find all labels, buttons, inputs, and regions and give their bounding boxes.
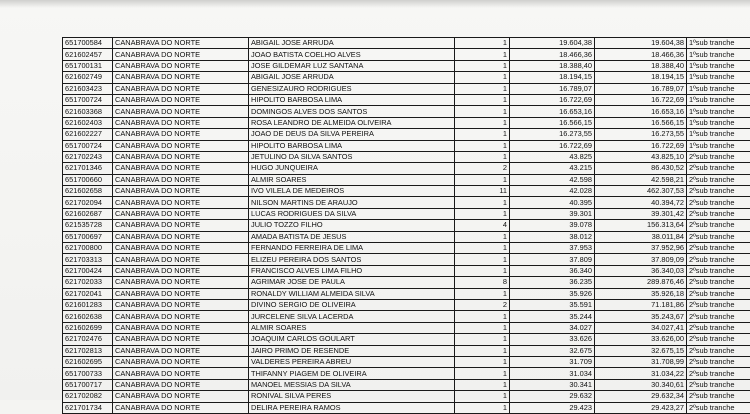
row-city: CANABRAVA DO NORTE [113, 243, 249, 254]
row-name: ROSA LEANDRO DE ALMEIDA OLIVEIRA [249, 117, 455, 128]
row-code: 621702033 [63, 277, 113, 288]
row-total-value: 31.708,99 [595, 356, 687, 367]
row-tranche: 2ºsub tranche [687, 356, 750, 367]
row-city: CANABRAVA DO NORTE [113, 345, 249, 356]
row-city: CANABRAVA DO NORTE [113, 117, 249, 128]
row-quantity: 1 [455, 83, 510, 94]
row-unit-value: 42.598 [510, 174, 595, 185]
row-name: HIPOLITO BARBOSA LIMA [249, 140, 455, 151]
row-unit-value: 39.078 [510, 220, 595, 231]
row-tranche: 1ºsub tranche [687, 94, 750, 105]
row-unit-value: 30.341 [510, 379, 595, 390]
row-tranche: 1ºsub tranche [687, 49, 750, 60]
row-city: CANABRAVA DO NORTE [113, 38, 249, 49]
row-unit-value: 40.395 [510, 197, 595, 208]
table-row [63, 83, 750, 94]
table-row [63, 94, 750, 105]
row-name: VALDERES PEREIRA ABREU [249, 356, 455, 367]
row-total-value: 39.301,42 [595, 208, 687, 219]
row-total-value: 35.926,18 [595, 288, 687, 299]
row-quantity: 1 [455, 379, 510, 390]
row-code: 621703313 [63, 254, 113, 265]
row-unit-value: 29.632 [510, 391, 595, 402]
row-city: CANABRAVA DO NORTE [113, 311, 249, 322]
row-unit-value: 16.722,69 [510, 140, 595, 151]
row-code: 621535728 [63, 220, 113, 231]
row-code: 621700424 [63, 265, 113, 276]
row-quantity: 1 [455, 60, 510, 71]
table-row [63, 265, 750, 276]
row-code: 621702082 [63, 391, 113, 402]
row-quantity: 1 [455, 391, 510, 402]
row-code: 651700697 [63, 231, 113, 242]
row-code: 621602749 [63, 72, 113, 83]
table-row [63, 311, 750, 322]
table-row [63, 151, 750, 162]
table-row [63, 49, 750, 60]
row-name: HUGO JUNQUEIRA [249, 163, 455, 174]
row-tranche: 2ºsub tranche [687, 311, 750, 322]
row-city: CANABRAVA DO NORTE [113, 277, 249, 288]
row-total-value: 16.273,55 [595, 129, 687, 140]
row-total-value: 32.675,15 [595, 345, 687, 356]
row-city: CANABRAVA DO NORTE [113, 379, 249, 390]
row-city: CANABRAVA DO NORTE [113, 402, 249, 413]
row-city: CANABRAVA DO NORTE [113, 356, 249, 367]
row-name: DIVINO SERGIO DE OLIVEIRA [249, 299, 455, 310]
row-unit-value: 18.466,36 [510, 49, 595, 60]
row-total-value: 18.466,36 [595, 49, 687, 60]
row-city: CANABRAVA DO NORTE [113, 186, 249, 197]
row-code: 621602658 [63, 186, 113, 197]
row-name: ALMIR SOARES [249, 322, 455, 333]
row-code: 621602699 [63, 322, 113, 333]
table-row [63, 402, 750, 413]
table-row [63, 277, 750, 288]
row-city: CANABRAVA DO NORTE [113, 265, 249, 276]
row-tranche: 1ºsub tranche [687, 38, 750, 49]
row-quantity: 1 [455, 356, 510, 367]
row-tranche: 2ºsub tranche [687, 208, 750, 219]
row-city: CANABRAVA DO NORTE [113, 174, 249, 185]
row-quantity: 1 [455, 197, 510, 208]
row-code: 621602403 [63, 117, 113, 128]
table-row [63, 208, 750, 219]
row-total-value: 19.604,38 [595, 38, 687, 49]
row-tranche: 2ºsub tranche [687, 277, 750, 288]
row-quantity: 1 [455, 345, 510, 356]
row-tranche: 2ºsub tranche [687, 345, 750, 356]
row-tranche: 2ºsub tranche [687, 174, 750, 185]
row-code: 621701346 [63, 163, 113, 174]
row-city: CANABRAVA DO NORTE [113, 49, 249, 60]
table-row [63, 243, 750, 254]
row-code: 621603368 [63, 106, 113, 117]
row-city: CANABRAVA DO NORTE [113, 208, 249, 219]
row-tranche: 2ºsub tranche [687, 322, 750, 333]
row-quantity: 1 [455, 117, 510, 128]
row-code: 621602695 [63, 356, 113, 367]
row-tranche: 2ºsub tranche [687, 299, 750, 310]
row-city: CANABRAVA DO NORTE [113, 197, 249, 208]
row-total-value: 40.394,72 [595, 197, 687, 208]
row-total-value: 38.011,84 [595, 231, 687, 242]
row-unit-value: 42.028 [510, 186, 595, 197]
row-name: ELIZEU PEREIRA DOS SANTOS [249, 254, 455, 265]
row-name: HIPOLITO BARBOSA LIMA [249, 94, 455, 105]
row-quantity: 4 [455, 220, 510, 231]
row-name: AGRIMAR JOSE DE PAULA [249, 277, 455, 288]
table-row [63, 391, 750, 402]
row-quantity: 2 [455, 163, 510, 174]
row-city: CANABRAVA DO NORTE [113, 163, 249, 174]
row-tranche: 2ºsub tranche [687, 334, 750, 345]
row-unit-value: 43.215 [510, 163, 595, 174]
row-name: THIFANNY PIAGEM DE OLIVEIRA [249, 368, 455, 379]
table-row [63, 379, 750, 390]
row-tranche: 1ºsub tranche [687, 140, 750, 151]
row-unit-value: 37.809 [510, 254, 595, 265]
row-quantity: 1 [455, 254, 510, 265]
row-total-value: 16.653,16 [595, 106, 687, 117]
table-row [63, 322, 750, 333]
row-total-value: 30.340,61 [595, 379, 687, 390]
row-city: CANABRAVA DO NORTE [113, 72, 249, 83]
row-unit-value: 36.235 [510, 277, 595, 288]
row-name: JAIRO PRIMO DE RESENDE [249, 345, 455, 356]
row-quantity: 1 [455, 94, 510, 105]
table-row [63, 345, 750, 356]
row-quantity: 1 [455, 265, 510, 276]
row-total-value: 18.194,15 [595, 72, 687, 83]
row-unit-value: 35.591 [510, 299, 595, 310]
row-quantity: 8 [455, 277, 510, 288]
row-tranche: 2ºsub tranche [687, 231, 750, 242]
row-unit-value: 29.423 [510, 402, 595, 413]
row-name: JURCELENE SILVA LACERDA [249, 311, 455, 322]
row-code: 621601283 [63, 299, 113, 310]
row-name: ABIGAIL JOSE ARRUDA [249, 72, 455, 83]
row-city: CANABRAVA DO NORTE [113, 151, 249, 162]
row-tranche: 2ºsub tranche [687, 402, 750, 413]
row-name: RONALDY WILLIAM ALMEIDA SILVA [249, 288, 455, 299]
row-unit-value: 31.709 [510, 356, 595, 367]
row-city: CANABRAVA DO NORTE [113, 60, 249, 71]
row-quantity: 1 [455, 288, 510, 299]
row-name: FERNANDO FERREIRA DE LIMA [249, 243, 455, 254]
row-total-value: 71.181,86 [595, 299, 687, 310]
row-quantity: 1 [455, 231, 510, 242]
row-unit-value: 43.825 [510, 151, 595, 162]
table-row [63, 163, 750, 174]
row-code: 651700131 [63, 60, 113, 71]
row-city: CANABRAVA DO NORTE [113, 83, 249, 94]
row-tranche: 2ºsub tranche [687, 151, 750, 162]
row-name: LUCAS RODRIGUES DA SILVA [249, 208, 455, 219]
row-name: FRANCISCO ALVES LIMA FILHO [249, 265, 455, 276]
row-tranche: 1ºsub tranche [687, 83, 750, 94]
table-row [63, 368, 750, 379]
row-quantity: 1 [455, 151, 510, 162]
row-unit-value: 18.194,15 [510, 72, 595, 83]
row-tranche: 2ºsub tranche [687, 368, 750, 379]
row-quantity: 1 [455, 38, 510, 49]
row-unit-value: 16.653,16 [510, 106, 595, 117]
table-row [63, 174, 750, 185]
row-quantity: 1 [455, 140, 510, 151]
row-code: 621700800 [63, 243, 113, 254]
row-unit-value: 32.675 [510, 345, 595, 356]
row-quantity: 1 [455, 243, 510, 254]
row-total-value: 34.027,41 [595, 322, 687, 333]
row-tranche: 2ºsub tranche [687, 220, 750, 231]
table-body [63, 38, 750, 414]
row-unit-value: 39.301 [510, 208, 595, 219]
row-code: 651700724 [63, 94, 113, 105]
row-tranche: 2ºsub tranche [687, 254, 750, 265]
row-unit-value: 38.012 [510, 231, 595, 242]
row-tranche: 1ºsub tranche [687, 117, 750, 128]
row-unit-value: 37.953 [510, 243, 595, 254]
table-row [63, 299, 750, 310]
row-quantity: 1 [455, 402, 510, 413]
row-unit-value: 36.340 [510, 265, 595, 276]
row-code: 621701734 [63, 402, 113, 413]
row-city: CANABRAVA DO NORTE [113, 391, 249, 402]
row-name: IVO VILELA DE MEDEIROS [249, 186, 455, 197]
row-code: 621702041 [63, 288, 113, 299]
row-name: JETULINO DA SILVA SANTOS [249, 151, 455, 162]
row-code: 621602638 [63, 311, 113, 322]
table-row [63, 72, 750, 83]
row-name: ALMIR SOARES [249, 174, 455, 185]
row-tranche: 1ºsub tranche [687, 60, 750, 71]
row-name: JULIO TOZZO FILHO [249, 220, 455, 231]
row-city: CANABRAVA DO NORTE [113, 368, 249, 379]
row-quantity: 1 [455, 106, 510, 117]
row-tranche: 1ºsub tranche [687, 106, 750, 117]
row-unit-value: 33.626 [510, 334, 595, 345]
table-row [63, 117, 750, 128]
row-city: CANABRAVA DO NORTE [113, 94, 249, 105]
row-code: 621603423 [63, 83, 113, 94]
row-total-value: 43.825,10 [595, 151, 687, 162]
row-unit-value: 16.273,55 [510, 129, 595, 140]
row-total-value: 16.722,69 [595, 94, 687, 105]
row-total-value: 37.952,96 [595, 243, 687, 254]
row-city: CANABRAVA DO NORTE [113, 299, 249, 310]
table-row [63, 220, 750, 231]
row-quantity: 11 [455, 186, 510, 197]
table-row [63, 288, 750, 299]
row-quantity: 1 [455, 322, 510, 333]
row-unit-value: 19.604,38 [510, 38, 595, 49]
row-total-value: 16.566,15 [595, 117, 687, 128]
row-tranche: 1ºsub tranche [687, 72, 750, 83]
row-quantity: 1 [455, 311, 510, 322]
row-name: RONIVAL SILVA PERES [249, 391, 455, 402]
table-row [63, 186, 750, 197]
row-code: 651700717 [63, 379, 113, 390]
row-unit-value: 16.722,69 [510, 94, 595, 105]
table-row [63, 60, 750, 71]
row-code: 651700733 [63, 368, 113, 379]
row-total-value: 16.722,69 [595, 140, 687, 151]
table-row [63, 140, 750, 151]
row-code: 621702094 [63, 197, 113, 208]
row-unit-value: 16.566,15 [510, 117, 595, 128]
row-name: JOSE GILDEMAR LUZ SANTANA [249, 60, 455, 71]
row-tranche: 2ºsub tranche [687, 391, 750, 402]
row-tranche: 1ºsub tranche [687, 129, 750, 140]
row-total-value: 31.034,22 [595, 368, 687, 379]
row-quantity: 1 [455, 49, 510, 60]
row-city: CANABRAVA DO NORTE [113, 129, 249, 140]
row-tranche: 2ºsub tranche [687, 379, 750, 390]
table-row [63, 129, 750, 140]
row-name: NILSON MARTINS DE ARAUJO [249, 197, 455, 208]
row-total-value: 37.809,09 [595, 254, 687, 265]
row-code: 621602227 [63, 129, 113, 140]
row-total-value: 16.789,07 [595, 83, 687, 94]
row-quantity: 1 [455, 368, 510, 379]
row-name: MANOEL MESSIAS DA SILVA [249, 379, 455, 390]
row-name: JOAO BATISTA COELHO ALVES [249, 49, 455, 60]
row-tranche: 2ºsub tranche [687, 243, 750, 254]
row-name: JOAO DE DEUS DA SILVA PEREIRA [249, 129, 455, 140]
table-row [63, 231, 750, 242]
row-unit-value: 35.926 [510, 288, 595, 299]
row-city: CANABRAVA DO NORTE [113, 322, 249, 333]
row-quantity: 1 [455, 334, 510, 345]
row-unit-value: 35.244 [510, 311, 595, 322]
row-code: 651700660 [63, 174, 113, 185]
row-total-value: 36.340,03 [595, 265, 687, 276]
row-total-value: 156.313,64 [595, 220, 687, 231]
row-code: 621602457 [63, 49, 113, 60]
row-name: AMADA BATISTA DE JESUS [249, 231, 455, 242]
beneficiary-table [62, 37, 750, 414]
row-city: CANABRAVA DO NORTE [113, 140, 249, 151]
table-row [63, 254, 750, 265]
row-tranche: 2ºsub tranche [687, 197, 750, 208]
row-code: 621602687 [63, 208, 113, 219]
row-city: CANABRAVA DO NORTE [113, 254, 249, 265]
row-unit-value: 18.388,40 [510, 60, 595, 71]
table-row [63, 334, 750, 345]
row-tranche: 2ºsub tranche [687, 265, 750, 276]
row-code: 621702476 [63, 334, 113, 345]
row-total-value: 29.632,34 [595, 391, 687, 402]
row-total-value: 289.876,46 [595, 277, 687, 288]
table-row [63, 356, 750, 367]
row-quantity: 1 [455, 208, 510, 219]
row-code: 621702243 [63, 151, 113, 162]
row-city: CANABRAVA DO NORTE [113, 334, 249, 345]
row-tranche: 2ºsub tranche [687, 163, 750, 174]
row-quantity: 2 [455, 299, 510, 310]
row-city: CANABRAVA DO NORTE [113, 231, 249, 242]
page-top-shadow [0, 0, 750, 8]
row-total-value: 18.388,40 [595, 60, 687, 71]
table-row [63, 197, 750, 208]
row-tranche: 2ºsub tranche [687, 288, 750, 299]
row-total-value: 29.423,27 [595, 402, 687, 413]
row-name: DOMINGOS ALVES DOS SANTOS [249, 106, 455, 117]
row-quantity: 1 [455, 72, 510, 83]
row-code: 651700584 [63, 38, 113, 49]
row-unit-value: 34.027 [510, 322, 595, 333]
row-total-value: 86.430,52 [595, 163, 687, 174]
row-unit-value: 16.789,07 [510, 83, 595, 94]
row-name: DELIRA PEREIRA RAMOS [249, 402, 455, 413]
row-city: CANABRAVA DO NORTE [113, 220, 249, 231]
table-row [63, 38, 750, 49]
row-city: CANABRAVA DO NORTE [113, 106, 249, 117]
row-quantity: 1 [455, 174, 510, 185]
table-row [63, 106, 750, 117]
row-total-value: 35.243,67 [595, 311, 687, 322]
row-code: 621702813 [63, 345, 113, 356]
row-quantity: 1 [455, 129, 510, 140]
row-total-value: 33.626,00 [595, 334, 687, 345]
row-total-value: 42.598,21 [595, 174, 687, 185]
row-code: 651700724 [63, 140, 113, 151]
row-city: CANABRAVA DO NORTE [113, 288, 249, 299]
row-name: GENESIZAURO RODRIGUES [249, 83, 455, 94]
row-tranche: 2ºsub tranche [687, 186, 750, 197]
row-name: JOAQUIM CARLOS GOULART [249, 334, 455, 345]
row-unit-value: 31.034 [510, 368, 595, 379]
row-total-value: 462.307,53 [595, 186, 687, 197]
row-name: ABIGAIL JOSE ARRUDA [249, 38, 455, 49]
